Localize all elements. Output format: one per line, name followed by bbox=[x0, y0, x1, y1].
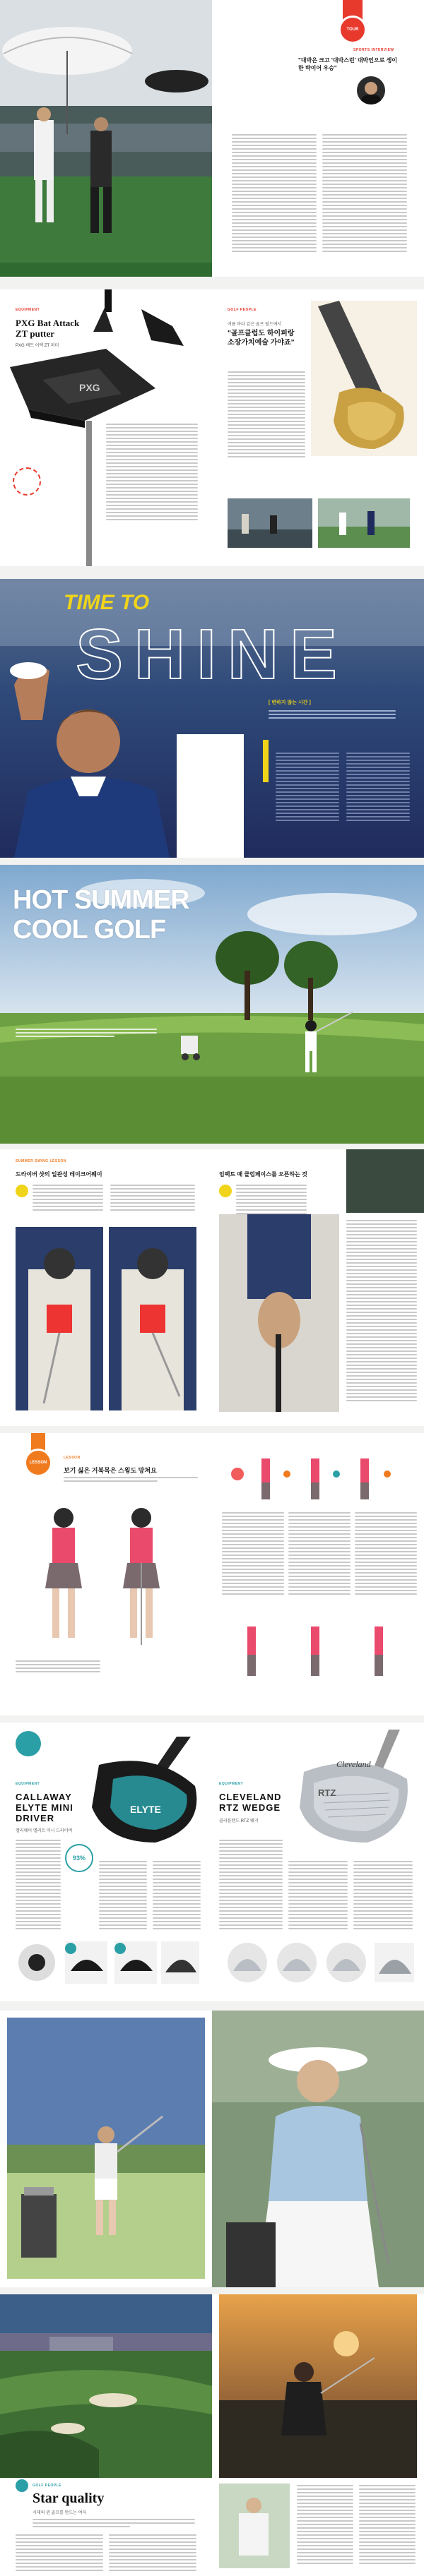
callaway-text-col-1 bbox=[16, 1840, 61, 1931]
title-shine: SHINE bbox=[76, 615, 348, 694]
left-tag: EQUIPMENT bbox=[16, 1782, 40, 1786]
photo-indoor-event bbox=[228, 498, 312, 548]
section-tag: SPORTS INTERVIEW bbox=[353, 48, 394, 52]
sequence-text-col-2 bbox=[288, 1512, 351, 1597]
people-body-text-1 bbox=[228, 371, 305, 460]
photo-posture-compare bbox=[21, 1497, 191, 1652]
star-quality-lede bbox=[33, 2519, 195, 2529]
star-quality-col-1 bbox=[16, 2534, 103, 2573]
page-star-quality bbox=[0, 2294, 212, 2576]
putter-subtitle: PXG 배트 어택 ZT 퍼터 bbox=[16, 344, 59, 348]
photo-golfer-tipping-cap bbox=[0, 642, 184, 858]
putter-title: PXG Bat Attack ZT putter bbox=[16, 318, 80, 339]
cleveland-text-col-1 bbox=[219, 1840, 283, 1931]
title-time-to: TIME TO bbox=[64, 591, 150, 614]
sequence-text-col-1 bbox=[222, 1512, 284, 1597]
svg-text:PXG: PXG bbox=[79, 382, 100, 393]
spread-equipment bbox=[0, 1723, 424, 2001]
lesson-circle-badge bbox=[24, 1449, 52, 1477]
page-tour-interview bbox=[212, 0, 424, 277]
caption-text bbox=[16, 1660, 100, 1675]
page-pxg-putter bbox=[0, 289, 212, 566]
people-title: "골프클럽도 하이퍼랑 소장가치예술 가야죠" bbox=[228, 330, 295, 347]
star-quality-title: Star quality bbox=[33, 2491, 105, 2506]
spread-posture-lesson bbox=[0, 1433, 424, 1715]
spread-time-to-shine bbox=[0, 579, 424, 858]
people-tag: GOLF PEOPLE bbox=[33, 2484, 62, 2488]
photo-golfer-portrait bbox=[212, 2011, 424, 2287]
cleveland-detail-shots bbox=[219, 1934, 417, 1991]
photo-group-outdoor bbox=[318, 498, 410, 548]
headline: "대박은 크고 '대박스런' 대박인으로 생이 한 박이어 우승" bbox=[298, 57, 398, 71]
impact-title: 임팩트 때 클럽페이스를 오픈하는 것 bbox=[219, 1171, 307, 1178]
cleveland-title: CLEVELAND RTZ WEDGE bbox=[219, 1792, 282, 1813]
callaway-driver-illustration bbox=[71, 1737, 212, 1857]
callaway-text-col-3 bbox=[153, 1861, 201, 1931]
circle-label: TOUR bbox=[346, 28, 359, 32]
page-swing-sequence bbox=[212, 1433, 424, 1715]
percent-badge: 93% bbox=[65, 1844, 93, 1872]
avatar bbox=[357, 76, 385, 104]
tour-circle-badge bbox=[338, 16, 367, 44]
sequence-text-col-3 bbox=[355, 1512, 417, 1597]
sunset-text-col-1 bbox=[297, 2485, 353, 2566]
teal-dot bbox=[16, 2479, 28, 2492]
callaway-detail-shots bbox=[16, 1934, 199, 1991]
lesson-tag: LESSON bbox=[64, 1456, 81, 1460]
impact-text-2 bbox=[346, 1220, 417, 1403]
spread-putter-people bbox=[0, 289, 424, 566]
body-text-column-1 bbox=[232, 134, 317, 254]
left-tag: SUMMER SWING LESSON bbox=[16, 1159, 67, 1163]
left-tag: EQUIPMENT bbox=[16, 308, 40, 312]
page-golfer-sunset bbox=[212, 2294, 424, 2576]
cleveland-subtitle: 클리블랜드 RTZ 웨지 bbox=[219, 1819, 259, 1823]
people-intro: 여름 바다 같은 골프 필드에서 bbox=[228, 323, 282, 327]
yellow-bar bbox=[263, 740, 269, 782]
takeaway-title: 드라이버 샷의 일관성 테이크어웨이 bbox=[16, 1171, 102, 1178]
photo-golfer-inset bbox=[219, 2484, 290, 2568]
red-circle-note bbox=[13, 467, 41, 496]
title-hot-summer: HOT SUMMER bbox=[13, 885, 189, 915]
photo-trophy-celebration bbox=[0, 0, 212, 277]
callaway-text-col-2 bbox=[99, 1861, 147, 1931]
intro-text bbox=[16, 1029, 157, 1039]
star-quality-col-2 bbox=[109, 2534, 196, 2573]
callaway-title: CALLAWAY ELYTE MINI DRIVER bbox=[16, 1792, 73, 1823]
step-badge-2 bbox=[219, 1185, 232, 1197]
cleveland-text-col-2 bbox=[288, 1861, 348, 1931]
page-driver-takeaway bbox=[0, 1149, 212, 1426]
photo-impact-grip bbox=[219, 1214, 339, 1412]
lesson-lede bbox=[64, 1477, 198, 1484]
sunset-text-col-2 bbox=[359, 2485, 416, 2566]
page-golf-people bbox=[212, 289, 424, 566]
teal-circle-badge bbox=[16, 1731, 41, 1756]
takeaway-text-2 bbox=[110, 1185, 195, 1213]
page-turtle-neck bbox=[0, 1433, 212, 1715]
photo-golfer-sunset bbox=[219, 2294, 417, 2478]
wedge-brand: Cleveland bbox=[336, 1759, 371, 1769]
cleveland-wedge-illustration bbox=[283, 1730, 417, 1857]
page-cleveland-wedge bbox=[212, 1723, 424, 2001]
spread-hot-summer bbox=[0, 865, 424, 1144]
photo-takeaway-sequence bbox=[16, 1227, 196, 1410]
spread-tour-interview bbox=[0, 0, 424, 277]
spread-fashion-photos bbox=[0, 2011, 424, 2287]
cleveland-text-col-3 bbox=[353, 1861, 413, 1931]
takeaway-text-1 bbox=[33, 1185, 103, 1213]
swing-sequence-row-1 bbox=[219, 1449, 417, 1505]
circle-label: LESSON bbox=[29, 1461, 47, 1465]
sub-label: [ 변하지 않는 시간 ] bbox=[269, 700, 311, 705]
wedge-model: RTZ bbox=[318, 1787, 336, 1798]
photo-aerial-course bbox=[0, 2294, 212, 2478]
callaway-subtitle: 캘러웨이 엘리트 미니 드라이버 bbox=[16, 1829, 73, 1833]
page-impact-face bbox=[212, 1149, 424, 1426]
putter-body-text bbox=[106, 424, 198, 522]
gold-driver-illustration bbox=[311, 301, 417, 456]
page-fashion-2 bbox=[212, 2011, 424, 2287]
shine-body-col-2 bbox=[346, 753, 410, 823]
page-fashion-1 bbox=[0, 2011, 212, 2287]
right-tag: GOLF PEOPLE bbox=[228, 308, 257, 312]
body-text-column-2 bbox=[322, 134, 407, 254]
spread-star-quality bbox=[0, 2294, 424, 2576]
right-tag: EQUIPMENT bbox=[219, 1782, 244, 1786]
lesson-title: 보기 싫은 거북목은 스윙도 망쳐요 bbox=[64, 1467, 157, 1474]
swing-sequence-row-2 bbox=[219, 1617, 417, 1687]
page-callaway-driver bbox=[0, 1723, 212, 2001]
svg-text:ELYTE: ELYTE bbox=[130, 1804, 161, 1815]
photo-golfer-top bbox=[346, 1149, 424, 1213]
star-quality-subtitle: 시대의 퀸 골프를 만드는 여자 bbox=[33, 2511, 87, 2515]
photo-golfer-swinging bbox=[0, 2011, 212, 2287]
spread-swing-lesson bbox=[0, 1149, 424, 1426]
title-cool-golf: COOL GOLF bbox=[13, 915, 166, 945]
step-badge-1 bbox=[16, 1185, 28, 1197]
quote-lines bbox=[269, 710, 396, 721]
white-panel bbox=[177, 734, 244, 858]
shine-body-col-1 bbox=[276, 753, 339, 823]
